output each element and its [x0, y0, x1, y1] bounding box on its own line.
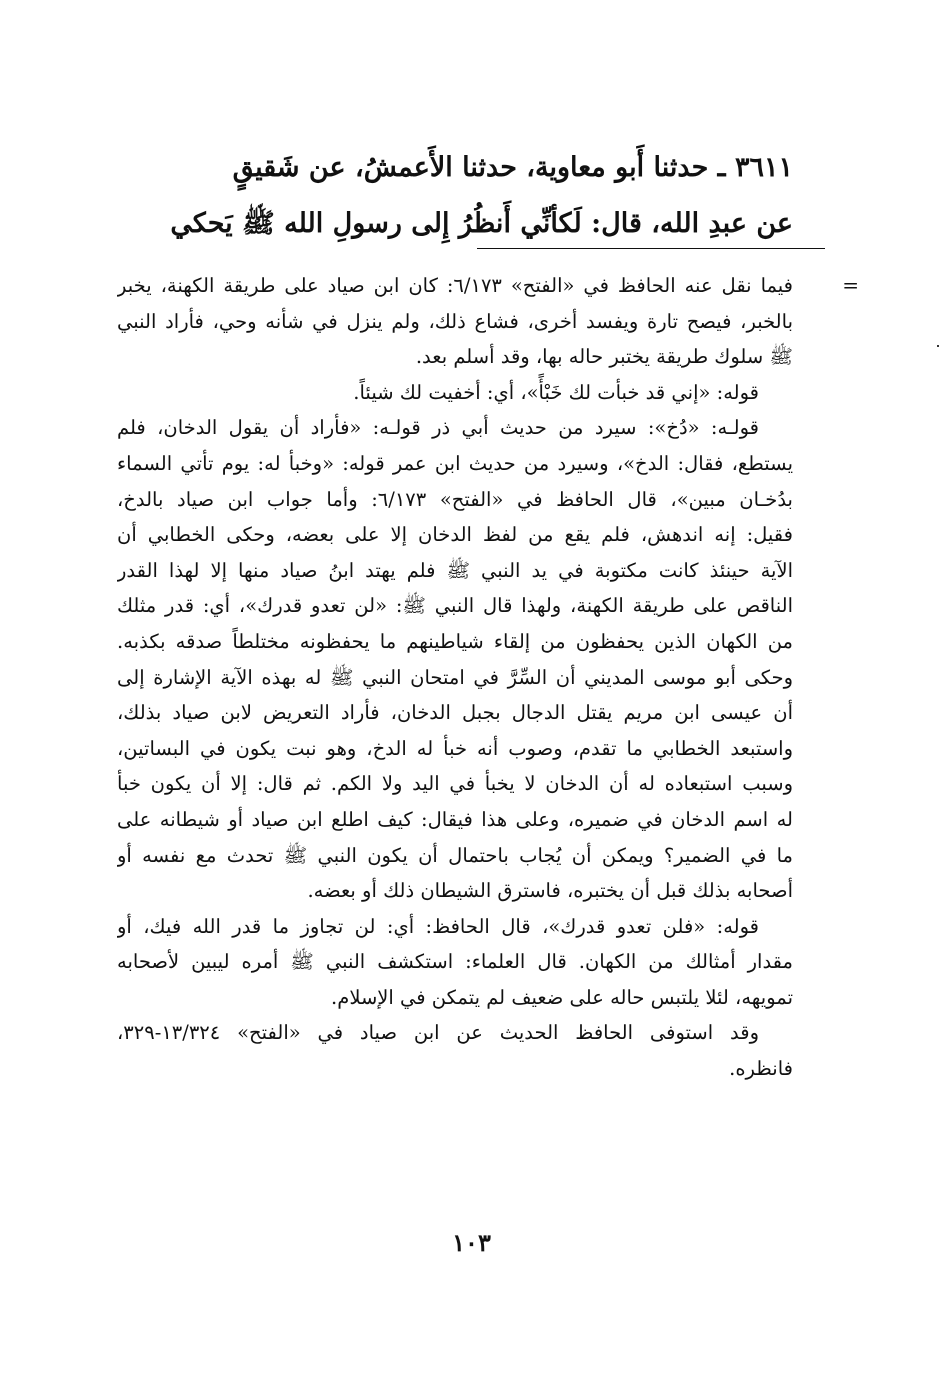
footnote-block — [117, 268, 793, 1087]
scan-speck — [937, 345, 939, 347]
footnote-separator — [477, 248, 825, 249]
hadith-main-text — [143, 140, 793, 252]
footnote-line: بدُخـان مبين»، قال الحافظ في «الفتح» ٦/١٧٣: وأما جواب ابن صياد بالدخ، — [117, 487, 793, 511]
footnote-continuation-marker: = — [842, 273, 859, 297]
footnote-line: ما في الضمير؟ ويمكن أن يُجاب باحتمال أن يكون النبي ﷺ تحدث مع نفسه أو — [117, 843, 793, 867]
footnote-line: قوله: «فلن تعدو قدرك»، قال الحافظ: أي: لن تجاوز ما قدر الله فيك، أو — [117, 914, 759, 938]
footnote-line: أصحابه بذلك قبل أن يختبره، فاسترق الشيطان ذلك أو بعضه. — [307, 879, 793, 903]
footnote-line: وسبب استبعاده له أن الدخان لا يخبأ في اليد ولا الكم. ثم قال: إلا أن يكون خبأ — [117, 772, 793, 796]
footnote-line: وحكى أبو موسى المديني أن السِّرَّ في امتحان النبي ﷺ له بهذه الآية الإشارة إلى — [117, 665, 793, 689]
hadith-line-1: ٣٦١١ ـ حدثنا أَبو معاوية، حدثنا الأَعمشُ، عن شَقيقٍ — [232, 152, 793, 183]
footnote-line: فيما نقل عنه الحافظ في «الفتح» ٦/١٧٣: كان ابن صياد على طريقة الكهنة، يخبر — [117, 274, 793, 297]
footnote-line: فانظره. — [729, 1057, 793, 1081]
footnote-line: قولـه: «دُخ»: سيرد من حديث أبي ذر قولـه: «فأراد أن يقول الدخان، فلم — [117, 416, 759, 440]
footnote-line: أن عيسى ابن مريم يقتل الدجال بجبل الدخان، فأراد التعريض لابن صياد بذلك، — [117, 701, 793, 725]
hadith-line-2: عن عبدِ الله، قال: لَكأنِّي أَنظُرُ إِلى رسولِ الله ﷺ يَحكي — [170, 208, 793, 239]
footnote-line: بالخبر، فيصح تارة ويفسد أخرى، فشاع ذلك، ولم ينزل في شأنه وحي، فأراد النبي — [117, 309, 793, 333]
footnote-line: فقيل: إنه اندهش، فلم يقع من لفظ الدخان إلا على بعضه، وحكى الخطابي أن — [117, 523, 793, 547]
footnote-line: من الكهان الذين يحفظون من إلقاء شياطينهم ما يحفظونه مختلطاً صدقه بكذبه. — [117, 629, 793, 653]
footnote-line: له اسم الدخان في ضميره، وعلى هذا فيقال: كيف اطلع ابن صياد أو شيطانه على — [117, 807, 793, 831]
footnote-line: وقد استوفى الحافظ الحديث عن ابن صياد في «الفتح» ١٣/٣٢٤-٣٢٩، — [117, 1021, 759, 1045]
footnote-line: واستبعد الخطابي ما تقدم، وصوب أنه خبأ له الدخ، وهو نبت يكون في البساتين، — [117, 736, 793, 760]
footnote-line: مقدار أمثالك من الكهان. قال العلماء: استكشف النبي ﷺ أمره ليبين لأصحابه — [117, 950, 793, 974]
footnote-line: قوله: «إني قد خبأت لك خَبْأً»، أي: أخفيت لك شيئاً. — [353, 380, 759, 404]
page-number: ١٠٣ — [452, 1228, 491, 1257]
footnote-line: يستطع، فقال: الدخ»، وسيرد من حديث ابن عمر قوله: «وخبأ له: يوم تأتي السماء — [117, 451, 793, 475]
footnote-line: ﷺ سلوك طريقة يختبر حاله بها، وقد أسلم بعد. — [415, 345, 793, 369]
footnote-line: الآية حينئذ كانت مكتوبة في يد النبي ﷺ فلم يهتد ابنُ صياد منها إلا لهذا القدر — [117, 558, 793, 582]
footnote-line: تمويهه، لئلا يلتبس حاله على ضعيف لم يتمكن في الإسلام. — [331, 985, 793, 1009]
footnote-line: الناقص على طريقة الكهنة، ولهذا قال النبي ﷺ: «لن تعدو قدرك»، أي: قدر مثلك — [117, 594, 793, 618]
